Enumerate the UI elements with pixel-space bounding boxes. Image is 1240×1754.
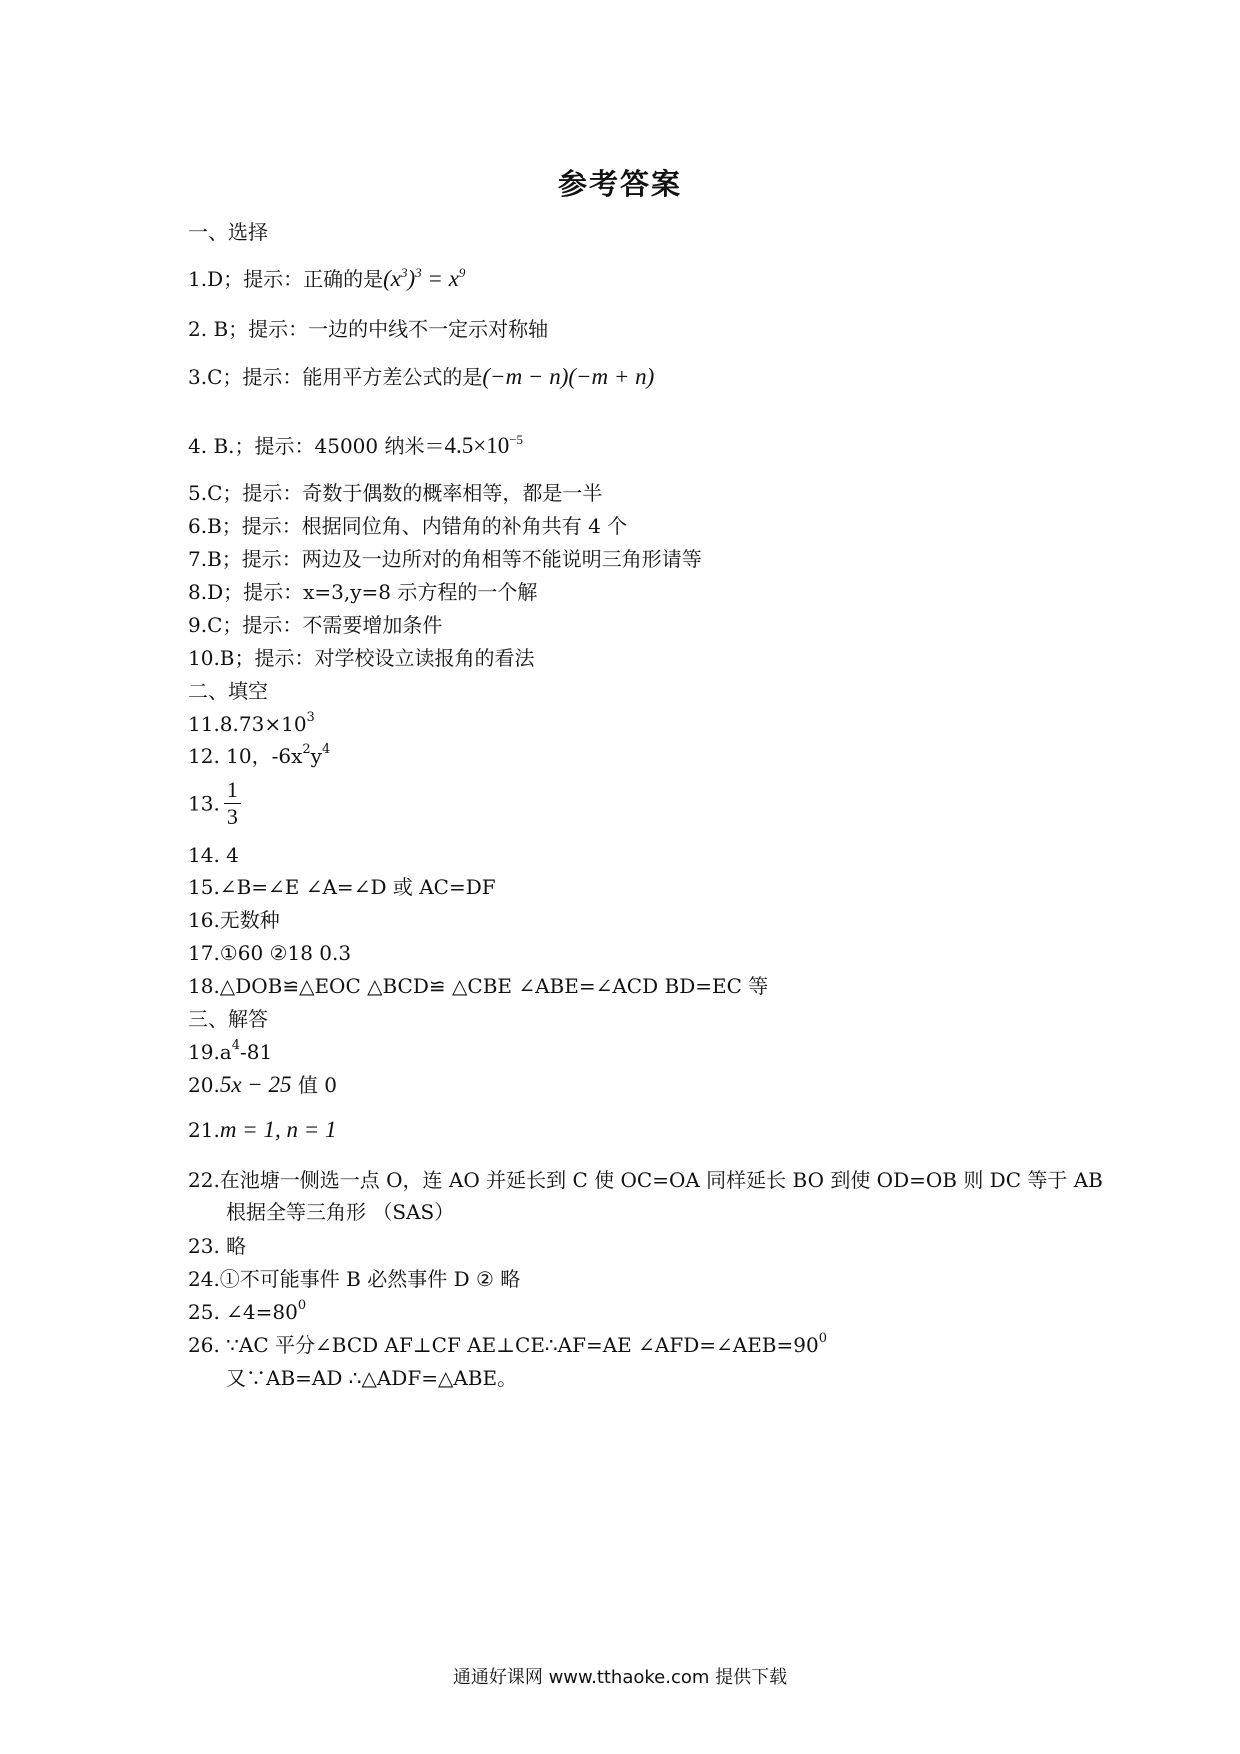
answer-14: 14. 4: [188, 843, 239, 867]
answer-16: 16.无数种: [188, 908, 280, 932]
answer-20: 20.5x − 25 值 0: [188, 1072, 337, 1097]
page-title: 参考答案: [557, 167, 682, 201]
answer-15: 15.∠B=∠E ∠A=∠D 或 AC=DF: [188, 875, 496, 899]
answer-21: 21.m = 1, n = 1: [188, 1117, 337, 1142]
answer-19: $19.a^4-81$: [188, 1038, 273, 1064]
footer-credit: 通通好课网 www.tthaoke.com 提供下载: [452, 1667, 788, 1688]
answer-22-line1: 22.在池塘一侧选一点 O，连 AO 并延长到 C 使 OC=OA 同样延长 BO 到使 OD=OB 则 DC 等于 AB: [188, 1168, 1103, 1192]
answer-13: 13. $\frac{1}{3}$: [188, 777, 241, 830]
answer-18: 18.△DOB≌△EOC △BCD≌ △CBE ∠ABE=∠ACD BD=EC 等: [188, 974, 769, 998]
answer-26-line1: 26. ∵AC 平分∠BCD AF⊥CF AE⊥CE∴AF=AE $\angle AFD=\angle AEB=90^0$: [188, 1331, 827, 1357]
answer-11: $11.8.73\times 10^3$: [188, 710, 315, 736]
answer-9: 9.C；提示：不需要增加条件: [188, 613, 443, 637]
section-solve: 三、解答: [188, 1007, 268, 1031]
answer-1: 1.D；提示：正确的是$(x^3)^3 = x^9$: [188, 265, 466, 291]
answer-17: 17.①60 ②18 0.3: [188, 941, 352, 965]
answer-2: 2. B；提示：一边的中线不一定示对称轴: [188, 317, 549, 341]
section-fill: 二、填空: [188, 679, 268, 703]
section-choice: 一、选择: [188, 220, 268, 244]
answer-6: 6.B；提示：根据同位角、内错角的补角共有 4 个: [188, 514, 628, 538]
answer-5: 5.C；提示：奇数于偶数的概率相等，都是一半: [188, 481, 603, 505]
answer-25: 25. $\angle 4=80^0$: [188, 1298, 307, 1324]
answer-7: 7.B；提示：两边及一边所对的角相等不能说明三角形请等: [188, 547, 702, 571]
answer-10: 10.B；提示：对学校设立读报角的看法: [188, 646, 535, 670]
answer-22-line2: 根据全等三角形 （SAS）: [226, 1200, 455, 1224]
answer-8: 8.D；提示：x=3,y=8 示方程的一个解: [188, 580, 538, 604]
answer-24: 24.①不可能事件 B 必然事件 D ② 略: [188, 1267, 521, 1291]
answer-26-line2: 又∵AB=AD ∴△ADF=△ABE。: [226, 1366, 518, 1390]
fraction: $\frac{1}{3}$: [224, 777, 241, 830]
answer-23: 23. 略: [188, 1234, 247, 1258]
answer-12: 12. 10，$-6x^2y^4$: [188, 742, 331, 768]
answer-3: 3.C；提示：能用平方差公式的是(−m − n)(−m + n): [188, 364, 655, 389]
answer-4: 4. B.；提示：45000 纳米$=4.5\times 10^{-5}$: [188, 432, 524, 458]
